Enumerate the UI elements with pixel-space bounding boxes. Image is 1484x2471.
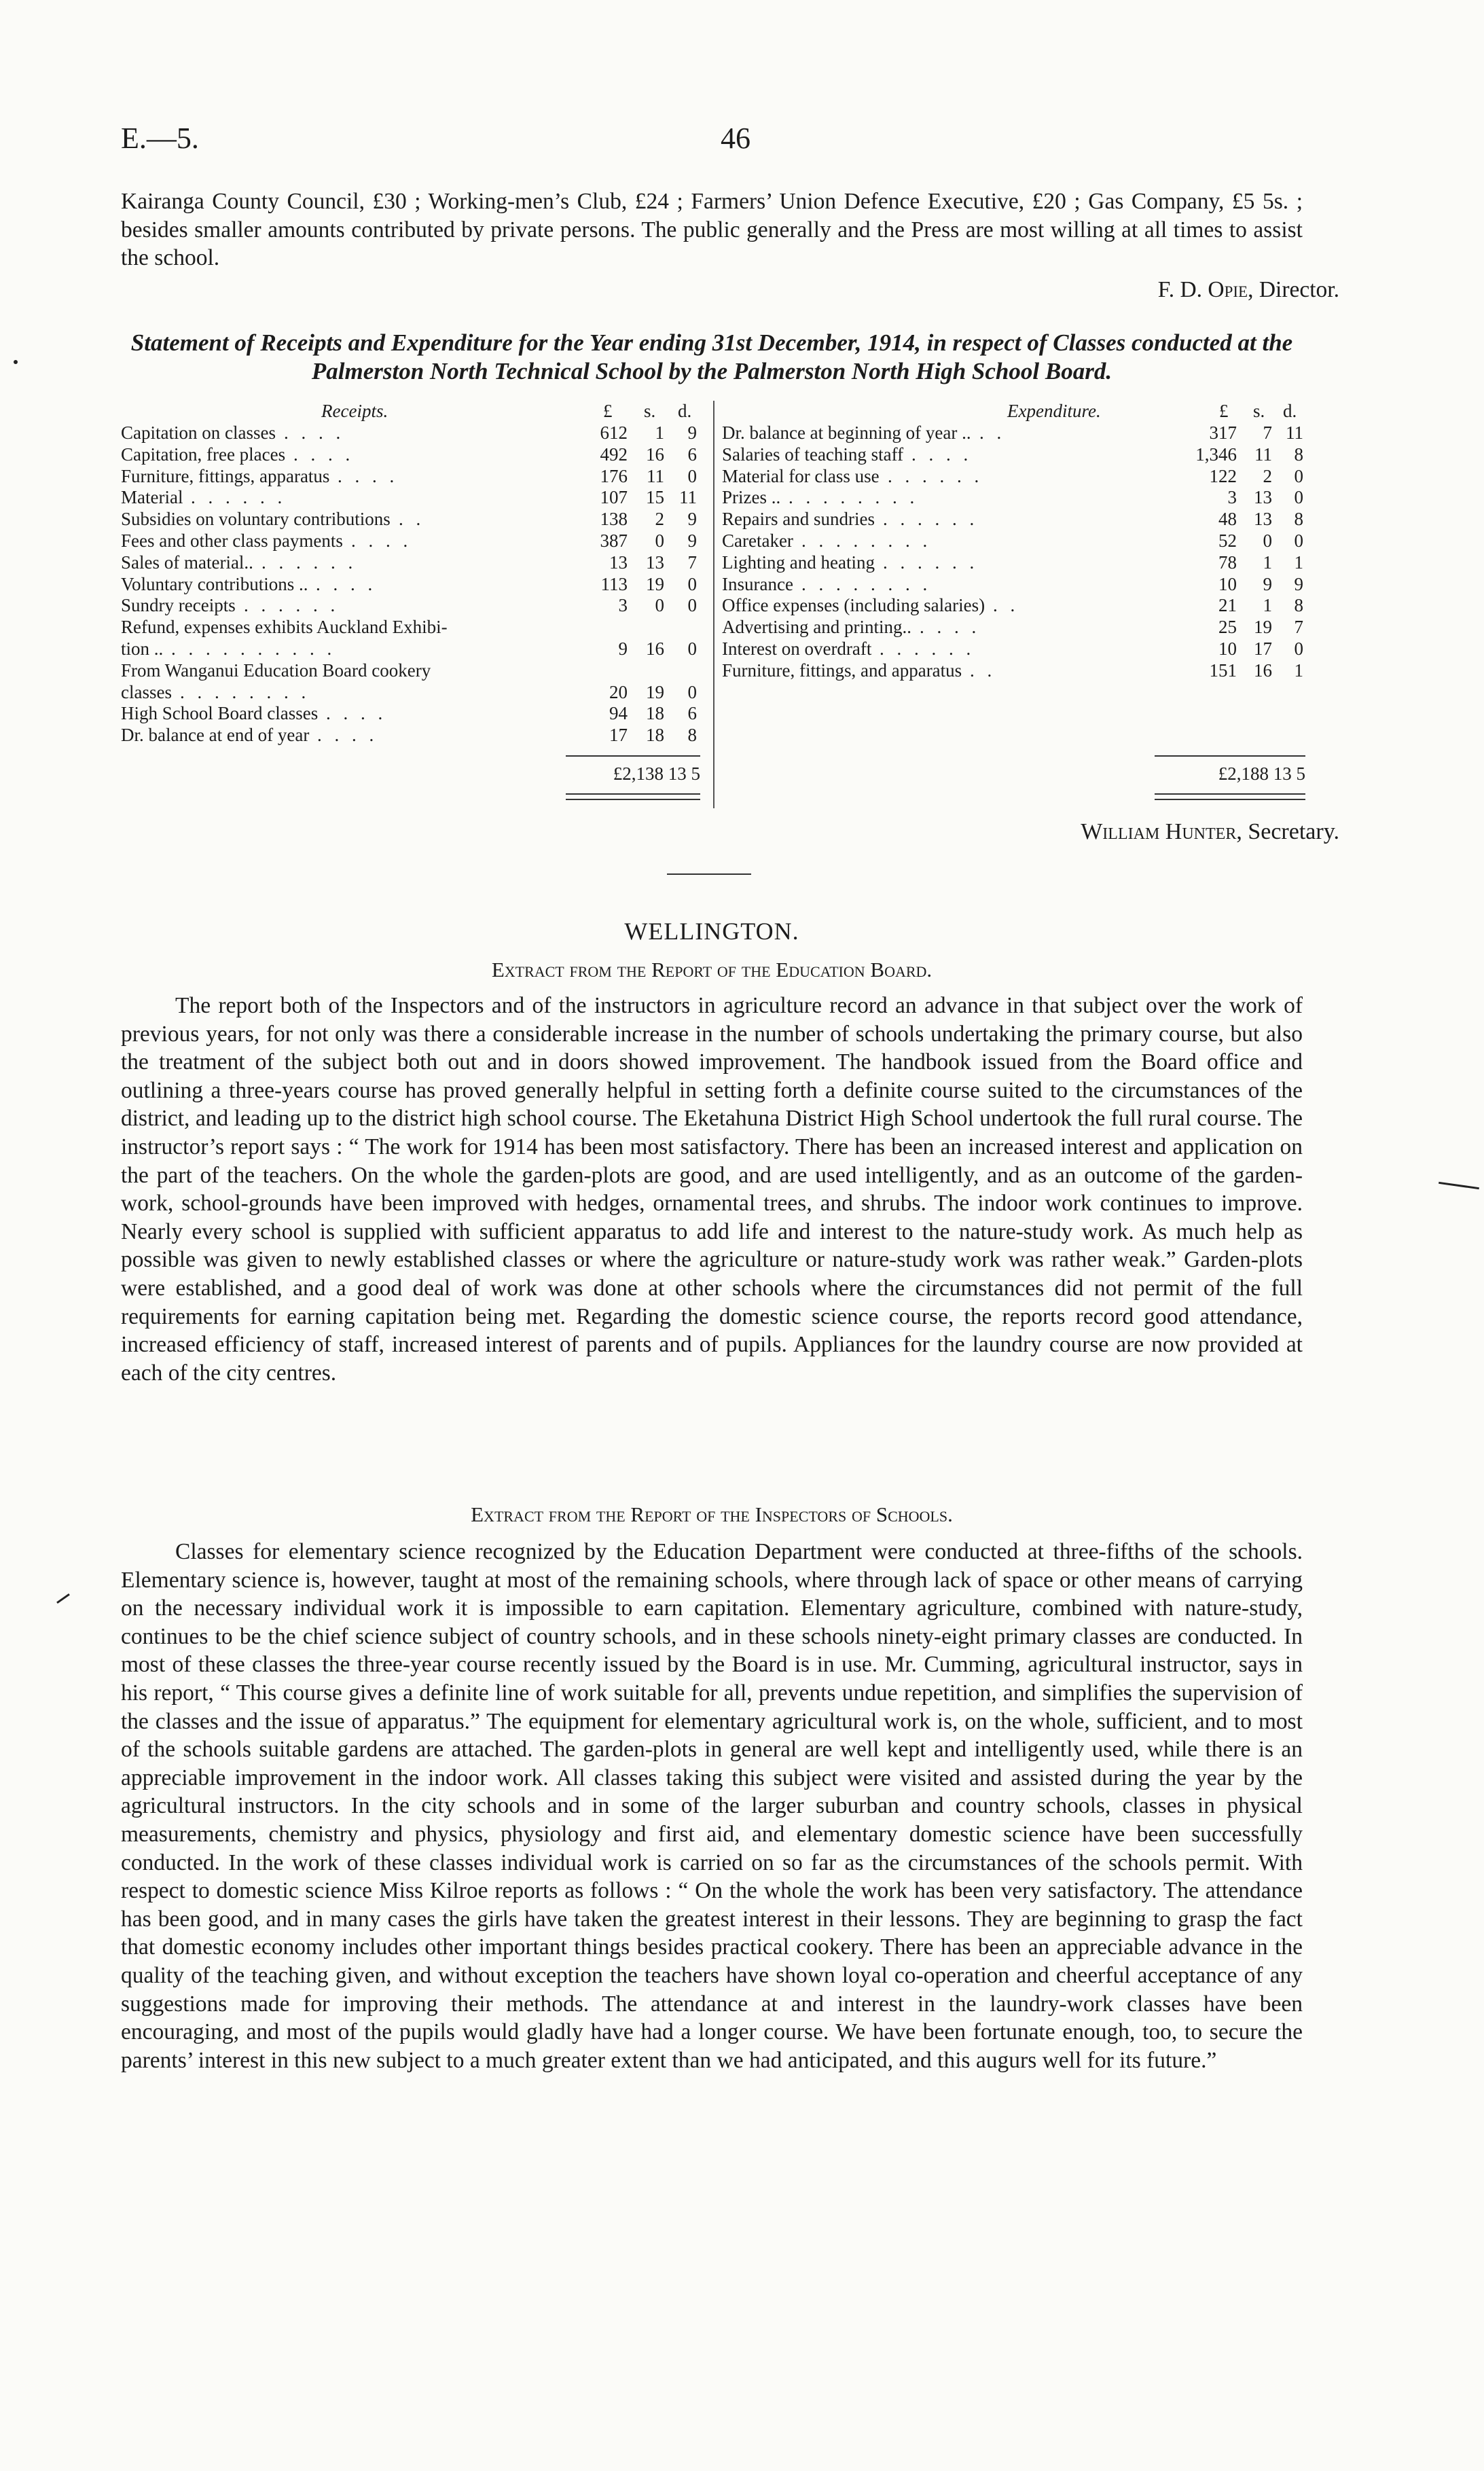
expenditure-leader-dots: . . xyxy=(993,595,1019,616)
expenditure-pence: 11 xyxy=(1286,422,1303,443)
expenditure-leader-dots: . . . . . . . . xyxy=(789,487,919,508)
expenditure-total-rule-bottom-1 xyxy=(1155,793,1305,795)
receipts-pounds-header: £ xyxy=(603,401,613,421)
receipt-pence: 9 xyxy=(687,422,697,443)
receipt-row xyxy=(121,487,712,509)
document-reference: E.—5. xyxy=(121,122,199,155)
receipt-shillings: 18 xyxy=(646,725,664,746)
receipt-pence: 7 xyxy=(687,552,697,573)
receipt-pounds: 3 xyxy=(618,595,628,616)
expenditure-label: Repairs and sundries xyxy=(722,509,875,530)
board-extract-heading: Extract from the Report of the Education Board. xyxy=(491,958,933,981)
expenditure-label: Salaries of teaching staff xyxy=(722,444,904,465)
expenditure-pence: 7 xyxy=(1294,617,1303,638)
receipts-table xyxy=(121,401,712,746)
expenditure-label: Dr. balance at beginning of year .. xyxy=(722,422,971,443)
receipts-rows xyxy=(121,422,712,746)
expenditure-shillings: 17 xyxy=(1254,638,1272,659)
expenditure-leader-dots: . . xyxy=(979,422,1006,443)
expenditure-pounds-header: £ xyxy=(1219,401,1229,421)
receipt-row xyxy=(121,444,712,466)
receipt-leader-dots: . . xyxy=(399,509,425,530)
expenditure-leader-dots: . . . . . . xyxy=(883,552,979,573)
receipt-leader-dots: . . . . . . xyxy=(244,595,340,616)
receipt-label: Voluntary contributions .. xyxy=(121,573,308,594)
receipt-pounds: 20 xyxy=(609,681,628,702)
expenditure-leader-dots: . . . . . . xyxy=(888,465,983,486)
secretary-name: William Hunter xyxy=(1081,819,1237,844)
expenditure-row xyxy=(722,530,1306,552)
receipt-label: Sundry receipts xyxy=(121,595,236,616)
receipts-total: £2,138 13 5 xyxy=(613,763,700,784)
expenditure-row xyxy=(722,422,1306,444)
expenditure-pence: 8 xyxy=(1294,595,1303,616)
expenditure-pounds: 78 xyxy=(1218,552,1237,573)
expenditure-pence: 0 xyxy=(1294,638,1303,659)
receipt-row xyxy=(121,682,712,704)
expenditure-shillings: 1 xyxy=(1263,552,1272,573)
expenditure-leader-dots: . . . . . . xyxy=(883,509,979,530)
expenditure-row xyxy=(722,466,1306,488)
section-separator-rule xyxy=(667,873,751,875)
receipts-pence-header: d. xyxy=(678,401,692,421)
expenditure-shillings: 19 xyxy=(1254,617,1272,638)
expenditure-table xyxy=(722,401,1306,682)
secretary-title: , Secretary. xyxy=(1236,819,1339,844)
expenditure-pence: 1 xyxy=(1294,552,1303,573)
receipt-pence: 11 xyxy=(679,487,697,508)
receipt-pence: 0 xyxy=(687,638,697,659)
receipt-pounds: 612 xyxy=(600,422,628,443)
expenditure-shillings: 9 xyxy=(1263,573,1272,594)
receipt-pounds: 176 xyxy=(600,465,628,486)
receipt-shillings: 19 xyxy=(646,573,664,594)
receipt-label: Capitation, free places xyxy=(121,444,286,465)
receipt-pounds: 138 xyxy=(600,509,628,530)
receipt-label: Subsidies on voluntary contributions xyxy=(121,509,391,530)
statement-title: Statement of Receipts and Expenditure for the Year ending 31st December, 1914, in respect of Classes conducted at the Palmerston North Technical School by the Palmerston North High School Board. xyxy=(130,329,1293,384)
director-signature xyxy=(1158,277,1339,303)
expenditure-total: £2,188 13 5 xyxy=(1218,763,1305,784)
receipt-shillings: 0 xyxy=(655,530,664,551)
expenditure-pounds: 21 xyxy=(1218,595,1237,616)
expenditure-pence: 8 xyxy=(1294,444,1303,465)
receipt-pence: 9 xyxy=(687,509,697,530)
receipt-row xyxy=(121,466,712,488)
receipt-label: From Wanganui Education Board cookery xyxy=(121,660,431,681)
expenditure-shillings: 1 xyxy=(1263,595,1272,616)
expenditure-row xyxy=(722,617,1306,638)
expenditure-shillings: 11 xyxy=(1254,444,1272,465)
expenditure-leader-dots: . . . . . . xyxy=(880,638,975,659)
expenditure-label: Advertising and printing.. xyxy=(722,617,911,638)
expenditure-leader-dots: . . . . xyxy=(920,617,981,638)
expenditure-label: Furniture, fittings, and apparatus xyxy=(722,660,962,681)
director-name: Opie xyxy=(1208,277,1248,302)
receipt-shillings: 13 xyxy=(646,552,664,573)
scan-speck-mark xyxy=(14,360,18,364)
receipt-pence: 6 xyxy=(687,444,697,465)
receipts-total-rule-bottom-1 xyxy=(566,793,700,795)
receipt-pence: 9 xyxy=(687,530,697,551)
receipt-row xyxy=(121,703,712,725)
receipt-shillings: 2 xyxy=(655,509,664,530)
receipt-leader-dots: . . . . . . xyxy=(191,487,287,508)
receipts-column-header xyxy=(121,401,712,422)
receipt-row xyxy=(121,725,712,746)
inspectors-extract-heading: Extract from the Report of the Inspectors of Schools. xyxy=(471,1502,953,1526)
expenditure-pounds: 10 xyxy=(1218,573,1237,594)
receipt-pounds: 107 xyxy=(600,487,628,508)
receipts-total-rule-bottom-2 xyxy=(566,799,700,800)
expenditure-pence: 8 xyxy=(1294,509,1303,530)
receipt-shillings: 16 xyxy=(646,638,664,659)
expenditure-label: Material for class use xyxy=(722,465,880,486)
section-heading: WELLINGTON. xyxy=(624,918,799,945)
receipt-leader-dots: . . . . xyxy=(351,530,412,551)
receipt-leader-dots: . . . . xyxy=(338,465,399,486)
expenditure-pence: 0 xyxy=(1294,530,1303,551)
board-extract-paragraph: The report both of the Inspectors and of the instructors in agriculture record an advance in that subject over the work of previous years, for not only was there a considerable increase in the number of schools undertaking the primary course, but also the treatment of the subject both out and in doors showed improvement. The handbook issued from the Board office and outlining a three-years course has proved generally helpful in setting forth a definite course suited to the circumstances of the district, and leading up to the district high school course. The Eketahuna District High School undertook the full rural course. The instructor’s report says : “ The work for 1914 has been most satisfactory. There has been an increased interest and application on the part of the teachers. On the whole the garden-plots are good, and are used intelligently, and as an outcome of the garden-work, school-grounds have been improved with hedges, ornamental trees, and shrubs. The indoor work continues to improve. Nearly every school is supplied with sufficient apparatus to add life and interest to the nature-study work. As much help as possible was given to newly established classes or where the agriculture or nature-study work was rather weak.” Garden-plots were established, and a good deal of work was done at other schools where the circumstances did not permit of the full requirements for earning capitation being met. Regarding the domestic science course, the reports record good attendance, increased efficiency of staff, increased interest of parents and of pupils. Appliances for the laundry course are now provided at each of the city centres. xyxy=(121,993,1303,1386)
expenditure-column-header xyxy=(722,401,1306,422)
receipt-row xyxy=(121,595,712,617)
expenditure-leader-dots: . . . . . . . . xyxy=(801,573,932,594)
expenditure-shillings: 13 xyxy=(1254,509,1272,530)
expenditure-total-rule-bottom-2 xyxy=(1155,799,1305,800)
receipt-label: Dr. balance at end of year xyxy=(121,725,310,746)
expenditure-label: Office expenses (including salaries) xyxy=(722,595,985,616)
receipt-shillings: 11 xyxy=(647,465,664,486)
page-number: 46 xyxy=(721,122,750,155)
expenditure-heading: Expenditure. xyxy=(1007,401,1101,421)
receipt-leader-dots: . . . . xyxy=(284,422,345,443)
expenditure-row xyxy=(722,660,1306,682)
receipt-leader-dots: . . . . xyxy=(317,725,378,746)
receipt-shillings: 16 xyxy=(646,444,664,465)
receipt-row xyxy=(121,509,712,530)
expenditure-pounds: 122 xyxy=(1209,465,1237,486)
expenditure-shillings: 13 xyxy=(1254,487,1272,508)
receipt-label: Material xyxy=(121,487,183,508)
expenditure-shillings: 0 xyxy=(1263,530,1272,551)
table-column-divider xyxy=(713,401,714,808)
expenditure-label: Prizes .. xyxy=(722,487,781,508)
receipt-shillings: 19 xyxy=(646,681,664,702)
receipt-label: tion .. xyxy=(121,638,164,659)
expenditure-leader-dots: . . xyxy=(970,660,996,681)
expenditure-pence: 1 xyxy=(1294,660,1303,681)
receipt-row xyxy=(121,530,712,552)
receipt-pence: 0 xyxy=(687,465,697,486)
expenditure-shillings: 7 xyxy=(1263,422,1272,443)
expenditure-pounds: 1,346 xyxy=(1195,444,1237,465)
expenditure-leader-dots: . . . . . . . . xyxy=(801,530,932,551)
receipt-label: Capitation on classes xyxy=(121,422,276,443)
expenditure-leader-dots: . . . . xyxy=(911,444,973,465)
expenditure-row xyxy=(722,509,1306,530)
director-initials: F. D. xyxy=(1157,277,1208,302)
receipt-row xyxy=(121,552,712,574)
receipt-shillings: 15 xyxy=(646,487,664,508)
expenditure-label: Insurance xyxy=(722,573,793,594)
expenditure-rows xyxy=(722,422,1306,682)
receipt-leader-dots: . . . . xyxy=(326,703,387,724)
expenditure-pounds: 3 xyxy=(1227,487,1237,508)
expenditure-shillings: 2 xyxy=(1263,465,1272,486)
expenditure-shillings-header: s. xyxy=(1253,401,1265,421)
receipt-pounds: 387 xyxy=(600,530,628,551)
receipt-pence: 6 xyxy=(687,703,697,724)
receipt-label: classes xyxy=(121,681,172,702)
expenditure-pence-header: d. xyxy=(1283,401,1297,421)
receipt-pence: 0 xyxy=(687,595,697,616)
receipt-row xyxy=(121,422,712,444)
page-header xyxy=(121,121,1303,162)
expenditure-pence: 9 xyxy=(1294,573,1303,594)
expenditure-pounds: 10 xyxy=(1218,638,1237,659)
receipt-pounds: 13 xyxy=(609,552,628,573)
receipt-pence: 0 xyxy=(687,681,697,702)
receipt-label: Fees and other class payments xyxy=(121,530,343,551)
scan-tick-mark xyxy=(56,1593,70,1604)
expenditure-pence: 0 xyxy=(1294,465,1303,486)
expenditure-row xyxy=(722,552,1306,574)
receipt-label: High School Board classes xyxy=(121,703,319,724)
receipt-row xyxy=(121,617,712,638)
expenditure-shillings: 16 xyxy=(1254,660,1272,681)
expenditure-pounds: 48 xyxy=(1218,509,1237,530)
inspectors-extract-paragraph: Classes for elementary science recognized by the Education Department were conducted at three-fifths of the schools. Elementary science is, however, taught at most of the remaining schools, where through lack of space or other means of carrying on the necessary individual work it is impossible to earn capitation. Elementary agriculture, combined with nature-study, continues to be the chief science subject of country schools, and in these schools ninety-eight primary classes are conducted. In most of these classes the three-year course recently issued by the Board is in use. Mr. Cumming, agricultural instructor, says in his report, “ This course gives a definite line of work suitable for all, prevents undue repetition, and simplifies the supervision of the classes and the issue of apparatus.” The equipment for elementary agricultural work is, on the whole, sufficient, and to most of the schools suitable gardens are attached. The garden-plots in general are well kept and intelligently used, while there is an appreciable improvement in the indoor work. All classes taking this subject were visited and assisted during the year by the agricultural instructors. In the city schools and in some of the larger suburban and country schools, classes in physical measurements, chemistry and physics, physiology and first aid, and elementary domestic science have been successfully conducted. In the work of these classes individual work is carried on so far as the circumstances of the schools permit. With respect to domestic science Miss Kilroe reports as follows : “ On the whole the work has been very satisfactory. The attendance has been good, and in many cases the girls have taken the greatest interest in their lessons. They are beginning to grasp the fact that domestic economy includes other important things besides practical cookery. There has been an appreciable advance in the quality of the teaching given, and without exception the teachers have shown loyal co-operation and cheerful acceptance of any suggestions made for improving their methods. The attendance at and interest in the laundry-work classes have been encouraging, and most of the pupils would gladly have had a longer course. We have been fortunate enough, too, to secure the parents’ interest in this new subject to a much greater extent than we had anticipated, and this augurs well for its future.” xyxy=(121,1539,1303,2073)
receipt-leader-dots: . . . . xyxy=(293,444,355,465)
receipt-pounds: 17 xyxy=(609,725,628,746)
receipt-shillings: 0 xyxy=(655,595,664,616)
expenditure-row xyxy=(722,574,1306,596)
expenditure-label: Interest on overdraft xyxy=(722,638,872,659)
receipts-heading: Receipts. xyxy=(321,401,388,421)
receipt-pence: 8 xyxy=(687,725,697,746)
receipt-pounds: 94 xyxy=(609,703,628,724)
receipt-shillings: 18 xyxy=(646,703,664,724)
receipt-pounds: 492 xyxy=(600,444,628,465)
expenditure-pounds: 52 xyxy=(1218,530,1237,551)
expenditure-row xyxy=(722,444,1306,466)
receipt-leader-dots: . . . . xyxy=(316,573,377,594)
expenditure-pounds: 25 xyxy=(1218,617,1237,638)
expenditure-total-rule-top xyxy=(1155,755,1305,757)
receipt-row xyxy=(121,638,712,660)
receipt-pounds: 113 xyxy=(600,573,628,594)
receipt-pounds: 9 xyxy=(618,638,628,659)
receipt-leader-dots: . . . . . . . . xyxy=(180,681,310,702)
intro-paragraph: Kairanga County Council, £30 ; Working-men’s Club, £24 ; Farmers’ Union Defence Executive, £20 ; Gas Company, £5 5s. ; besides smaller amounts contributed by private persons. The public generally and the Press are most willing at all times to assist the school. xyxy=(121,189,1303,271)
receipts-total-rule-top xyxy=(566,755,700,757)
receipt-label: Refund, expenses exhibits Auckland Exhibi- xyxy=(121,617,448,638)
expenditure-row xyxy=(722,487,1306,509)
receipt-leader-dots: . . . . . . . . . . xyxy=(171,638,336,659)
receipt-leader-dots: . . . . . . xyxy=(261,552,357,573)
expenditure-row xyxy=(722,638,1306,660)
expenditure-pounds: 151 xyxy=(1209,660,1237,681)
director-title: , Director. xyxy=(1248,277,1339,302)
expenditure-pounds: 317 xyxy=(1209,422,1237,443)
receipts-shillings-header: s. xyxy=(644,401,656,421)
expenditure-row xyxy=(722,595,1306,617)
expenditure-label: Caretaker xyxy=(722,530,793,551)
receipt-shillings: 1 xyxy=(655,422,664,443)
receipt-label: Furniture, fittings, apparatus xyxy=(121,465,330,486)
receipt-row xyxy=(121,574,712,596)
receipt-pence: 0 xyxy=(687,573,697,594)
receipt-row xyxy=(121,660,712,682)
receipt-label: Sales of material.. xyxy=(121,552,253,573)
scan-margin-mark xyxy=(1438,1182,1479,1189)
secretary-signature xyxy=(1081,819,1339,845)
expenditure-label: Lighting and heating xyxy=(722,552,875,573)
expenditure-pence: 0 xyxy=(1294,487,1303,508)
